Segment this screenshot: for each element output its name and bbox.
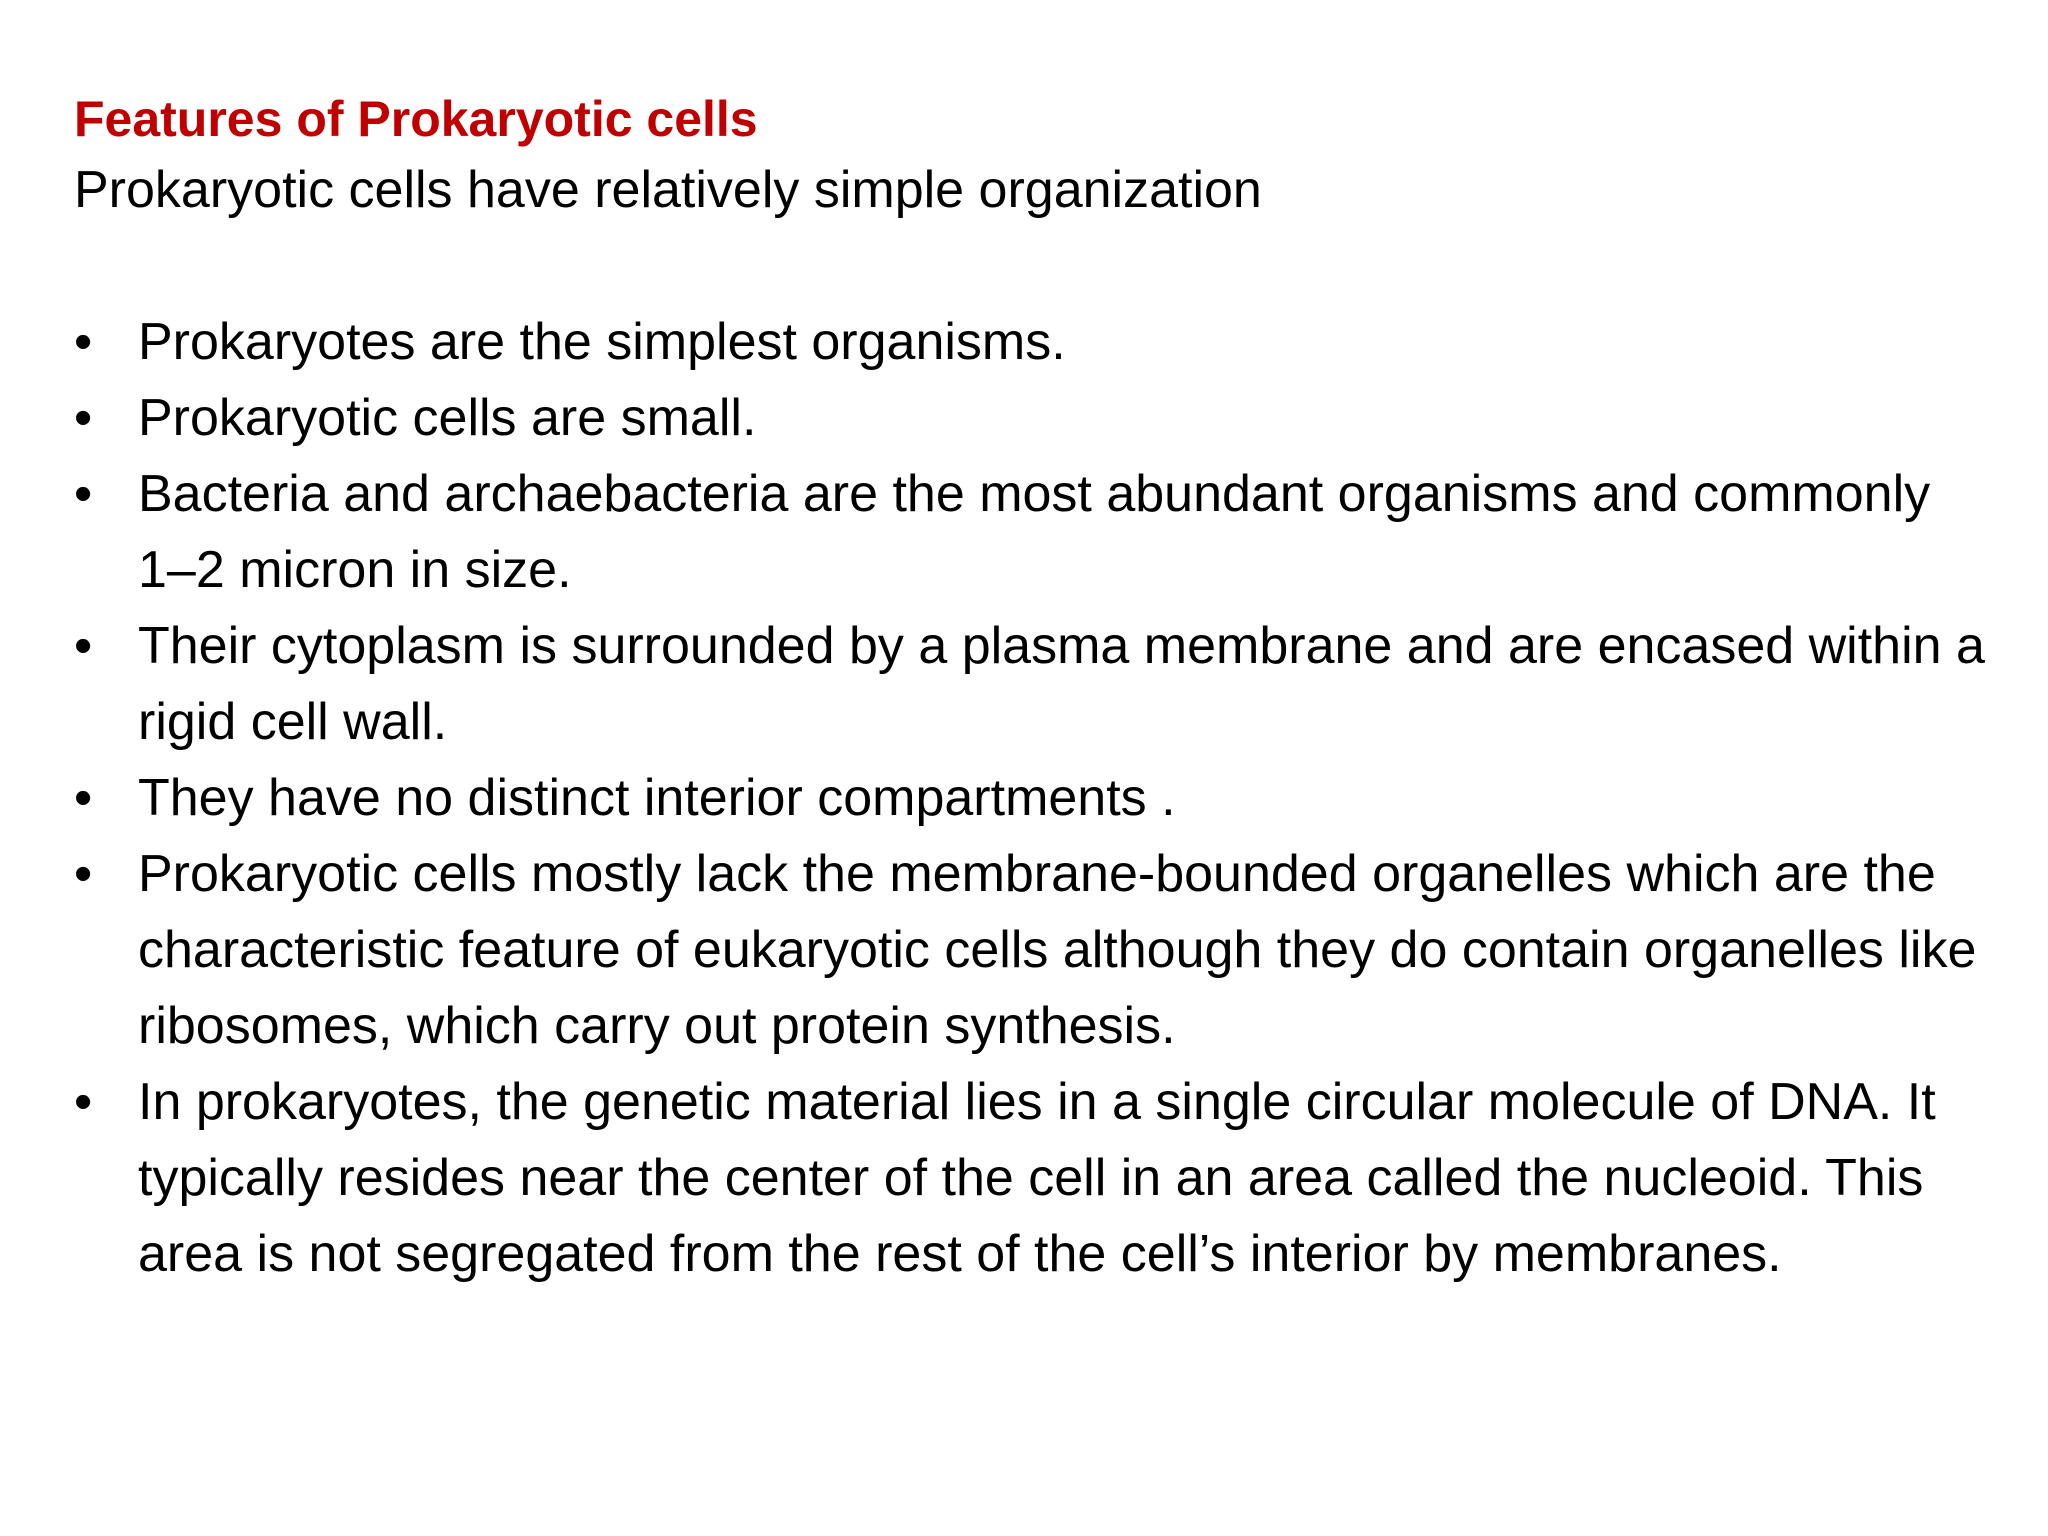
bullet-item — [74, 304, 1988, 380]
bullet-icon: • — [74, 465, 93, 523]
bullet-icon: • — [74, 845, 93, 903]
bullet-icon: • — [74, 617, 93, 675]
bullet-list — [74, 304, 1988, 1292]
slide-subtitle: Prokaryotic cells have relatively simple organization — [74, 161, 1262, 219]
bullet-icon: • — [74, 1073, 93, 1131]
bullet-text: They have no distinct interior compartments . — [138, 769, 1176, 827]
bullet-icon: • — [74, 389, 93, 447]
bullet-item — [74, 1064, 1988, 1292]
bullet-text: Prokaryotes are the simplest organisms. — [138, 313, 1066, 371]
bullet-item — [74, 380, 1988, 456]
bullet-icon: • — [74, 313, 93, 371]
slide-title: Features of Prokaryotic cells — [74, 91, 758, 147]
bullet-item — [74, 836, 1988, 1064]
bullet-icon: • — [74, 769, 93, 827]
bullet-item — [74, 760, 1988, 836]
bullet-text: Prokaryotic cells are small. — [138, 389, 757, 447]
bullet-item — [74, 608, 1988, 760]
bullet-text: In prokaryotes, the genetic material lies in a single circular molecule of DNA. It typically resides near the center of the cell in an area called the nucleoid. This area is not segregated from the rest of the cell’s interior by membranes. — [138, 1073, 1936, 1283]
bullet-item — [74, 456, 1988, 608]
bullet-text: Prokaryotic cells mostly lack the membrane-bounded organelles which are the characteristic feature of eukaryotic cells although they do contain organelles like ribosomes, which carry out protein synthesis. — [138, 845, 1977, 1055]
bullet-text: Bacteria and archaebacteria are the most abundant organisms and commonly 1–2 micron in size. — [138, 465, 1931, 599]
bullet-text: Their cytoplasm is surrounded by a plasma membrane and are encased within a rigid cell wall. — [138, 617, 1985, 751]
